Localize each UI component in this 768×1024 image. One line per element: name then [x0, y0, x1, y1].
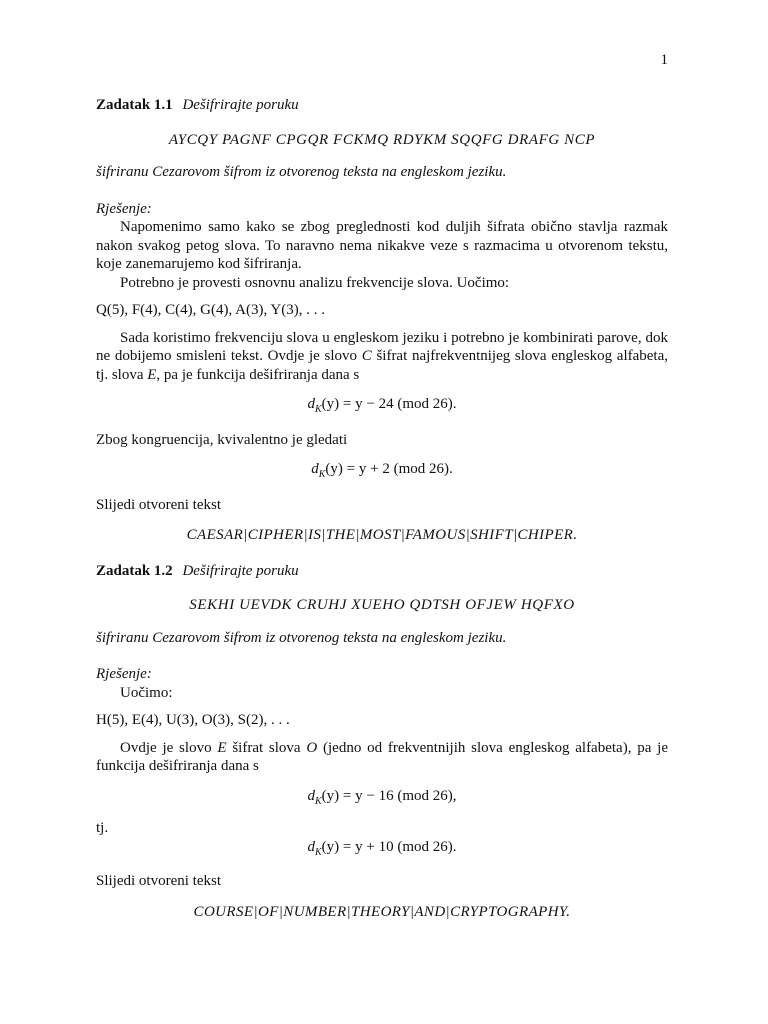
- task-2-heading: [96, 562, 668, 581]
- task-1-frequency-list: Q(5), F(4), C(4), G(4), A(3), Y(3), . . .: [96, 302, 325, 318]
- task-2-solution-label: Rješenje:: [96, 666, 152, 682]
- task-1-formula-1-rhs: = y − 24 (mod 26).: [339, 396, 457, 412]
- formula-argument: (y): [321, 838, 340, 855]
- formula-d: d: [307, 838, 315, 855]
- task-2-title: Dešifrirajte poruku: [182, 562, 299, 579]
- task-1-formula-2: [96, 460, 668, 485]
- task-2-letter-o: O: [306, 739, 318, 756]
- task-2-paragraph: [96, 739, 668, 776]
- formula-d: d: [307, 787, 315, 804]
- task-2-formula-2-rhs: = y + 10 (mod 26).: [339, 838, 457, 855]
- task-1-solution-label: Rješenje:: [96, 200, 152, 217]
- task-1-formula-2-rhs: = y + 2 (mod 26).: [342, 461, 453, 477]
- task-2-frequency-list: H(5), E(4), U(3), O(3), S(2), . . .: [96, 712, 290, 728]
- task-2-formula-1: [96, 787, 668, 812]
- task-2-label: Zadatak 1.2: [96, 562, 173, 579]
- task-1-paragraph-3: [96, 329, 668, 385]
- task-2-paragraph-part-c: (jedno od frekventnijih slova engleskog alfabeta), pa je funkcija dešifriranja dana s: [96, 739, 669, 774]
- task-1-paragraph-3-part-b: šifrat najfrekventnijeg slova engleskog alfabeta, tj. slova: [96, 348, 669, 383]
- formula-d: d: [307, 396, 315, 412]
- task-2-paragraph-part-a: Ovdje je slovo: [120, 739, 218, 756]
- task-2-formula-2: [96, 838, 668, 863]
- formula-subscript: K: [315, 404, 322, 415]
- task-2-letter-e: E: [217, 739, 227, 756]
- task-1-paragraph-3-part-c: , pa je funkcija dešifriranja dana s: [156, 366, 360, 383]
- task-1-paragraph-2: Potrebno je provesti osnovnu analizu frekvencije slova. Uočimo:: [120, 274, 510, 291]
- formula-argument: (y): [321, 787, 340, 804]
- task-1-follows-label: Slijedi otvoreni tekst: [96, 496, 221, 513]
- page-number: 1: [660, 52, 668, 68]
- task-1-ciphertext: AYCQY PAGNF CPGQR FCKMQ RDYKM SQQFG DRAFG NCP: [168, 131, 596, 148]
- task-1-heading: [96, 96, 668, 115]
- task-1-congruence-note: Zbog kongruencija, kvivalentno je gledati: [96, 431, 348, 448]
- formula-d: d: [311, 461, 319, 477]
- task-1-plaintext: CAESAR|CIPHER|IS|THE|MOST|FAMOUS|SHIFT|CHIPER.: [186, 527, 578, 543]
- task-1-note: šifriranu Cezarovom šifrom iz otvorenog teksta na engleskom jeziku.: [96, 164, 507, 180]
- task-2-tj: tj.: [96, 820, 109, 836]
- task-1-title: Dešifrirajte poruku: [182, 97, 299, 113]
- task-2-plaintext: COURSE|OF|NUMBER|THEORY|AND|CRYPTOGRAPHY.: [193, 903, 571, 920]
- page-content: [96, 96, 668, 921]
- task-1-letter-e: E: [147, 366, 157, 383]
- task-1-paragraph-3-part-a: Sada koristimo frekvenciju slova u engleskom jeziku i potrebno je kombinirati parove, dok ne dobijemo smisleni tekst. Ovdje je slovo: [96, 329, 668, 364]
- task-1-label: Zadatak 1.1: [96, 97, 173, 113]
- task-1-formula-1: [96, 395, 668, 420]
- task-2-formula-1-rhs: = y − 16 (mod 26),: [339, 787, 457, 804]
- task-1-letter-c: C: [361, 348, 372, 364]
- formula-argument: (y): [321, 396, 340, 412]
- task-2-paragraph-part-b: šifrat slova: [226, 739, 307, 756]
- task-2-ciphertext: SEKHI UEVDK CRUHJ XUEHO QDTSH OFJEW HQFXO: [189, 597, 575, 613]
- task-2-notice: Uočimo:: [120, 684, 173, 701]
- task-1-paragraph-1: Napomenimo samo kako se zbog preglednosti kod duljih šifrata obično stavlja razmak nakon svakog petog slova. To naravno nema nikakve veze s razmacima u otvorenom tekstu, koje zanemarujemo kod šifriranja.: [96, 219, 668, 272]
- formula-subscript: K: [315, 846, 322, 858]
- formula-subscript: K: [318, 469, 326, 480]
- formula-argument: (y): [325, 461, 343, 477]
- task-2-note: šifriranu Cezarovom šifrom iz otvorenog teksta na engleskom jeziku.: [96, 629, 507, 646]
- formula-subscript: K: [315, 795, 322, 807]
- task-2-follows-label: Slijedi otvoreni tekst: [96, 873, 221, 889]
